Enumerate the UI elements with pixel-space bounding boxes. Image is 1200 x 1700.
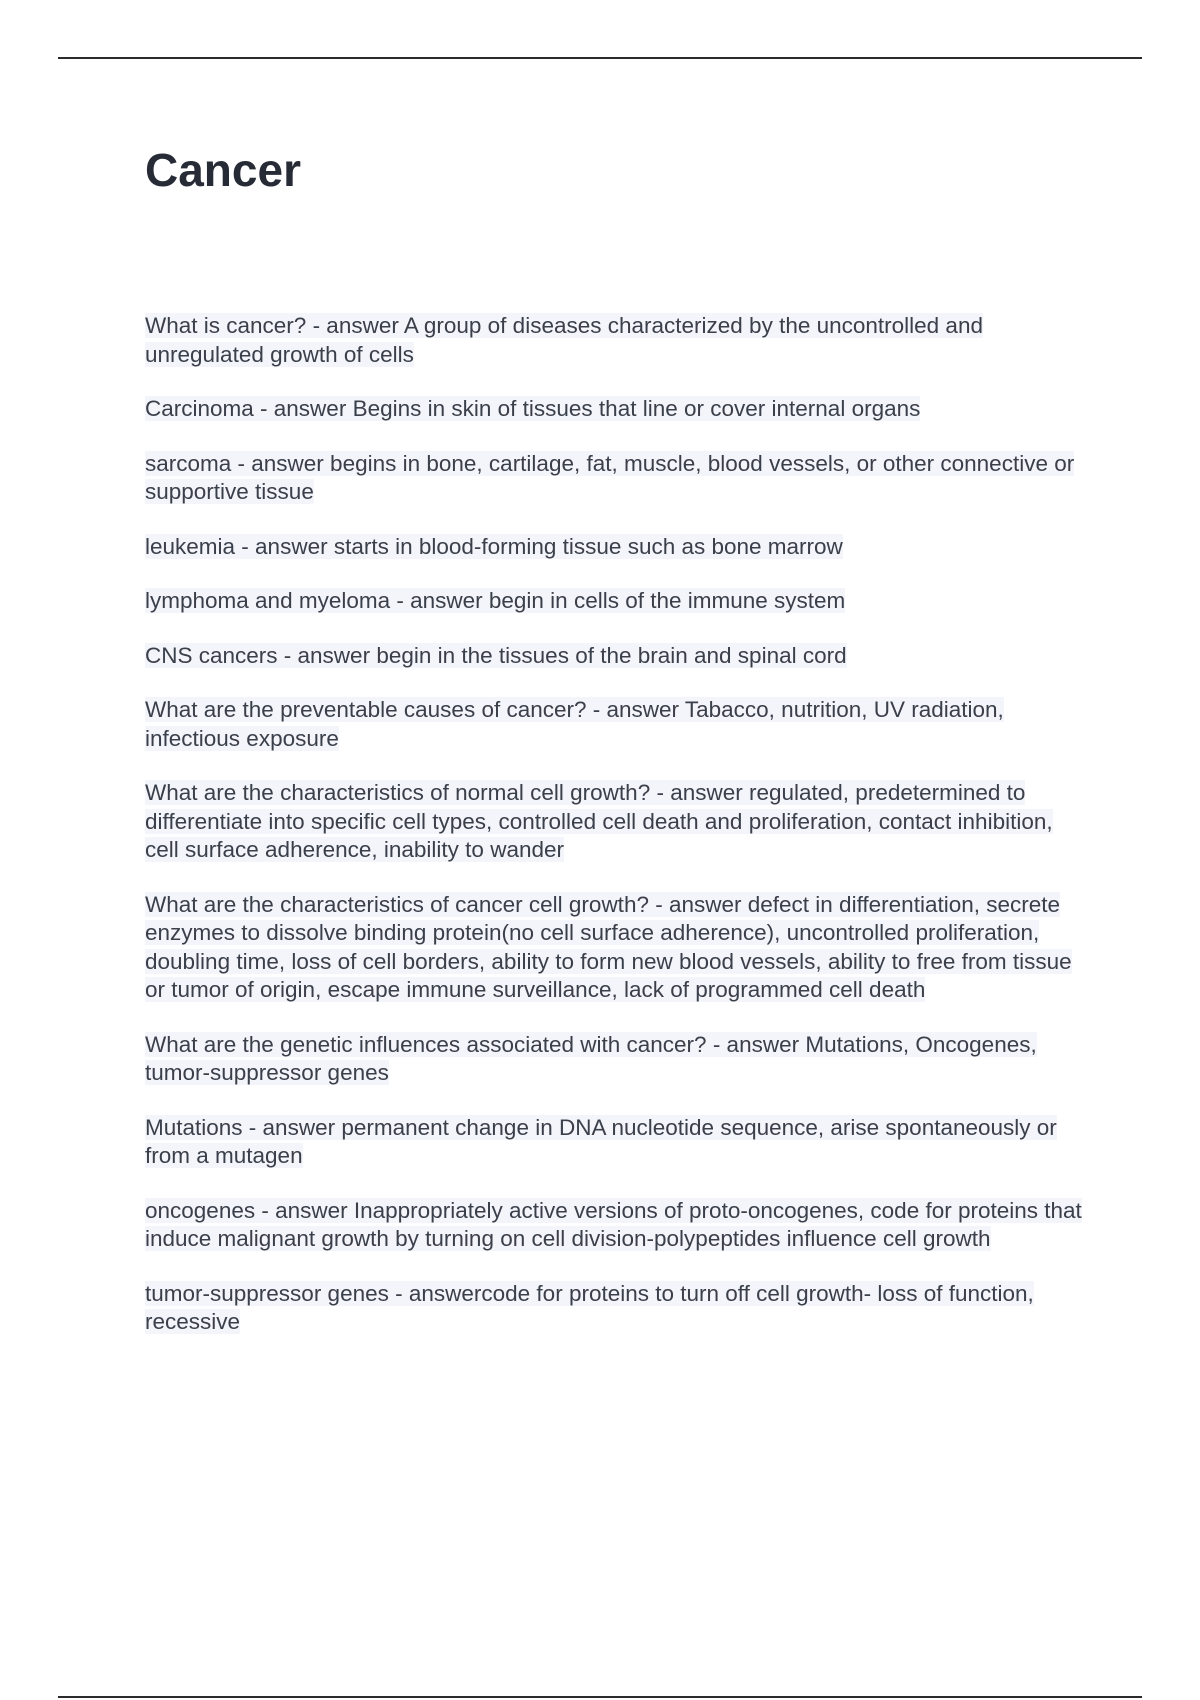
qa-item-leukemia <box>145 533 1085 562</box>
qa-item-oncogenes <box>145 1197 1085 1254</box>
qa-text: What is cancer? - answer A group of diseases characterized by the uncontrolled and unregulated growth of cells <box>145 313 983 367</box>
qa-item-what-is-cancer <box>145 312 1085 369</box>
qa-text: What are the preventable causes of cancer? - answer Tabacco, nutrition, UV radiation, infectious exposure <box>145 697 1004 751</box>
qa-text: What are the characteristics of cancer cell growth? - answer defect in differentiation, secrete enzymes to dissolve binding protein(no cell surface adherence), uncontrolled proliferation, doubling time, loss of cell borders, ability to form new blood vessels, ability to free from tissue or tumor of origin, escape immune surveillance, lack of programmed cell death <box>145 891 1072 1002</box>
qa-text: oncogenes - answer Inappropriately active versions of proto-oncogenes, code for proteins that induce malignant growth by turning on cell division-polypeptides influence cell growth <box>145 1197 1082 1251</box>
qa-text: lymphoma and myeloma - answer begin in cells of the immune system <box>145 588 846 613</box>
qa-text: Mutations - answer permanent change in DNA nucleotide sequence, arise spontaneously or from a mutagen <box>145 1114 1057 1168</box>
bottom-divider <box>58 1696 1142 1698</box>
qa-item-cancer-cell-growth <box>145 891 1085 1005</box>
qa-item-cns-cancers <box>145 642 1085 671</box>
qa-text: What are the characteristics of normal cell growth? - answer regulated, predetermined to differentiate into specific cell types, controlled cell death and proliferation, contact inhibition, cell surface adherence, inability to wander <box>145 780 1053 862</box>
qa-item-normal-cell-growth <box>145 779 1085 865</box>
qa-item-sarcoma <box>145 450 1085 507</box>
qa-text: CNS cancers - answer begin in the tissues of the brain and spinal cord <box>145 642 847 668</box>
top-divider <box>58 57 1142 59</box>
qa-text: What are the genetic influences associated with cancer? - answer Mutations, Oncogenes, tumor-suppressor genes <box>145 1031 1037 1085</box>
qa-item-genetic-influences <box>145 1031 1085 1088</box>
qa-text: tumor-suppressor genes - answercode for proteins to turn off cell growth- loss of function, recessive <box>145 1280 1034 1334</box>
qa-text: sarcoma - answer begins in bone, cartilage, fat, muscle, blood vessels, or other connective or supportive tissue <box>145 450 1075 504</box>
qa-text: leukemia - answer starts in blood-forming tissue such as bone marrow <box>145 533 843 559</box>
qa-item-tumor-suppressor-genes <box>145 1280 1085 1337</box>
qa-text: Carcinoma - answer Begins in skin of tissues that line or cover internal organs <box>145 396 921 421</box>
qa-list <box>145 312 1085 1363</box>
qa-item-mutations <box>145 1114 1085 1171</box>
qa-item-carcinoma <box>145 395 1085 424</box>
qa-item-lymphoma-myeloma <box>145 587 1085 616</box>
qa-item-preventable-causes <box>145 696 1085 753</box>
page-title: Cancer <box>145 144 301 196</box>
